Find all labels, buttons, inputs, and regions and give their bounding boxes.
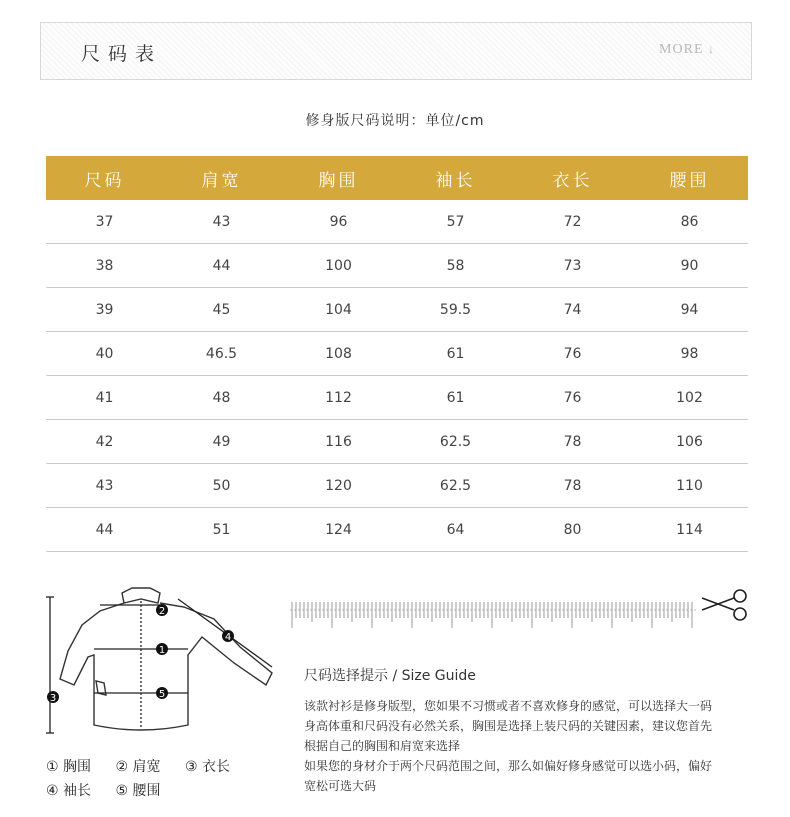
table-cell: 78 bbox=[514, 420, 631, 464]
shirt-diagram bbox=[44, 585, 284, 745]
table-cell: 104 bbox=[280, 288, 397, 332]
table-cell: 44 bbox=[46, 508, 163, 552]
table-cell: 42 bbox=[46, 420, 163, 464]
marker-2: 2 bbox=[158, 606, 166, 617]
size-chart-header bbox=[40, 22, 752, 80]
table-cell: 76 bbox=[514, 376, 631, 420]
marker-5: 5 bbox=[158, 689, 166, 700]
column-header: 肩宽 bbox=[163, 156, 280, 200]
guide-line: 根据自己的胸围和肩宽来选择 bbox=[304, 739, 461, 753]
column-header: 衣长 bbox=[514, 156, 631, 200]
more-link[interactable] bbox=[659, 42, 715, 58]
size-guide-title: 尺码选择提示 / Size Guide bbox=[304, 668, 476, 684]
scissors-icon bbox=[700, 588, 750, 622]
marker-1: 1 bbox=[158, 645, 166, 656]
table-cell: 116 bbox=[280, 420, 397, 464]
table-cell: 124 bbox=[280, 508, 397, 552]
table-cell: 98 bbox=[631, 332, 748, 376]
table-cell: 48 bbox=[163, 376, 280, 420]
table-cell: 57 bbox=[397, 200, 514, 244]
guide-line: 该款衬衫是修身版型，您如果不习惯或者不喜欢修身的感觉，可以选择大一码 bbox=[304, 699, 713, 713]
table-cell: 39 bbox=[46, 288, 163, 332]
table-cell: 80 bbox=[514, 508, 631, 552]
table-cell: 72 bbox=[514, 200, 631, 244]
table-row bbox=[46, 420, 748, 464]
table-cell: 102 bbox=[631, 376, 748, 420]
table-row bbox=[46, 332, 748, 376]
table-cell: 73 bbox=[514, 244, 631, 288]
table-cell: 46.5 bbox=[163, 332, 280, 376]
table-cell: 44 bbox=[163, 244, 280, 288]
guide-line: 如果您的身材介于两个尺码范围之间，那么如偏好修身感觉可以选小码，偏好 bbox=[304, 759, 713, 773]
table-cell: 38 bbox=[46, 244, 163, 288]
table-header-row bbox=[46, 156, 748, 200]
table-cell: 76 bbox=[514, 332, 631, 376]
table-cell: 64 bbox=[397, 508, 514, 552]
table-row bbox=[46, 464, 748, 508]
table-cell: 74 bbox=[514, 288, 631, 332]
legend-item: ② 肩宽 bbox=[115, 759, 161, 775]
table-cell: 43 bbox=[163, 200, 280, 244]
legend-row-2 bbox=[46, 780, 180, 800]
table-cell: 49 bbox=[163, 420, 280, 464]
table-cell: 100 bbox=[280, 244, 397, 288]
table-row bbox=[46, 200, 748, 244]
marker-4: 4 bbox=[224, 632, 232, 643]
table-cell: 37 bbox=[46, 200, 163, 244]
table-cell: 120 bbox=[280, 464, 397, 508]
table-cell: 90 bbox=[631, 244, 748, 288]
table-cell: 108 bbox=[280, 332, 397, 376]
table-cell: 51 bbox=[163, 508, 280, 552]
table-cell: 58 bbox=[397, 244, 514, 288]
table-cell: 78 bbox=[514, 464, 631, 508]
table-cell: 62.5 bbox=[397, 464, 514, 508]
table-cell: 112 bbox=[280, 376, 397, 420]
legend-item: ⑤ 腰围 bbox=[115, 783, 161, 799]
column-header: 腰围 bbox=[631, 156, 748, 200]
legend-item: ① 胸围 bbox=[46, 759, 92, 775]
size-table bbox=[46, 156, 748, 552]
table-cell: 96 bbox=[280, 200, 397, 244]
arrow-down-icon: ↓ bbox=[708, 42, 715, 56]
table-cell: 110 bbox=[631, 464, 748, 508]
table-row bbox=[46, 288, 748, 332]
marker-3: 3 bbox=[49, 693, 57, 704]
legend-item: ③ 衣长 bbox=[184, 759, 230, 775]
column-header: 胸围 bbox=[280, 156, 397, 200]
table-cell: 61 bbox=[397, 332, 514, 376]
legend-row-1 bbox=[46, 756, 250, 776]
ruler-decoration bbox=[290, 598, 698, 632]
table-cell: 59.5 bbox=[397, 288, 514, 332]
unit-subtitle: 修身版尺码说明：单位/cm bbox=[305, 113, 485, 129]
table-cell: 86 bbox=[631, 200, 748, 244]
table-cell: 45 bbox=[163, 288, 280, 332]
guide-line: 宽松可选大码 bbox=[304, 779, 377, 793]
header-title: 尺码表 bbox=[81, 43, 163, 65]
column-header: 袖长 bbox=[397, 156, 514, 200]
table-cell: 114 bbox=[631, 508, 748, 552]
table-cell: 41 bbox=[46, 376, 163, 420]
guide-line: 身高体重和尺码没有必然关系，胸围是选择上装尺码的关键因素，建议您首先 bbox=[304, 719, 713, 733]
table-cell: 61 bbox=[397, 376, 514, 420]
legend-item: ④ 袖长 bbox=[46, 783, 92, 799]
table-cell: 62.5 bbox=[397, 420, 514, 464]
table-cell: 50 bbox=[163, 464, 280, 508]
size-guide-text bbox=[304, 696, 754, 796]
table-cell: 43 bbox=[46, 464, 163, 508]
table-cell: 40 bbox=[46, 332, 163, 376]
table-cell: 94 bbox=[631, 288, 748, 332]
more-label: MORE bbox=[659, 42, 704, 57]
table-cell: 106 bbox=[631, 420, 748, 464]
column-header: 尺码 bbox=[46, 156, 163, 200]
table-row bbox=[46, 376, 748, 420]
table-row bbox=[46, 508, 748, 552]
table-row bbox=[46, 244, 748, 288]
